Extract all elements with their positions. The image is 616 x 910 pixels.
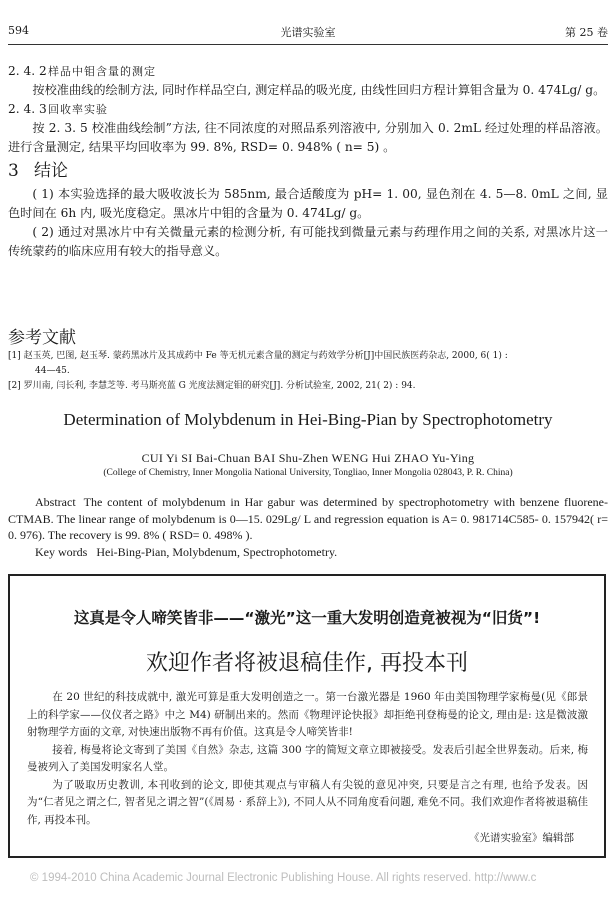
paragraph-2-4-2: 按校准曲线的绘制方法, 同时作样品空白, 测定样品的吸光度, 由线性回归方程计算钼含量为 0. 474Lg/ g。 (32, 83, 606, 97)
references-title: 参考文献 (8, 328, 76, 348)
running-header (8, 24, 608, 42)
section-heading-2-4-2 (8, 62, 608, 81)
notice-paragraph-2: 接着, 梅曼将论文寄到了美国《自然》杂志, 这篇 300 字的简短文章立即被接受。发表后引起全世界轰动。后来, 梅曼被列入了美国发明家名人堂。 (27, 743, 588, 773)
keywords-line (8, 544, 608, 561)
paragraph-2-4-3: 按 2. 3. 5 校准曲线绘制”方法, 往不同浓度的对照品系列溶液中, 分别加入 0. 2mL 经过处理的样品溶液。进行含量测定, 结果平均回收率为 99. 8%, RSD= 0. 948% ( n= 5) 。 (8, 121, 608, 154)
reference-line: [1] 赵玉英, 巴图, 赵玉琴. 蒙药黑冰片及其成药中 Fe 等无机元素含量的测定与药效学分析[J]中国民族医药杂志, 2000, 6( 1) : (8, 351, 508, 361)
header-rule (8, 44, 608, 45)
editorial-notice-box (8, 574, 606, 858)
conclusion-paragraph-1: ( 1) 本实验选择的最大吸收波长为 585nm, 最合适酸度为 pH= 1. 00, 显色剂在 4. 5—8. 0mL 之间, 显色时间在 6h 内, 吸光度稳定。黑冰片中钼的含量为 0. 474Lg/ g。 (8, 187, 608, 220)
page-number: 594 (8, 24, 29, 37)
conclusion-paragraph-2: ( 2) 通过对黑冰片中有关微量元素的检测分析, 有可能找到微量元素与药理作用之间的关系, 对黑冰片这一传统蒙药的临床应用有较大的指导意义。 (8, 225, 608, 258)
notice-paragraph-1: 在 20 世纪的科技成就中, 激光可算是重大发明创造之一。第一台激光器是 1960 年由美国物理学家梅曼(见《郎景上的科学家——仪仪者之路》中之 M4) 研制出来的。然而《物理评论快报》却拒绝刊登梅曼的论文, 理由是: 这是微波激射物理学方面的文章, 对快速出版物不再有价值。这真是令人啼笑皆非! (27, 691, 588, 738)
abstract-label: Abstract (35, 495, 76, 509)
section-number: 3 (8, 161, 19, 181)
reference-line: 44—45. (35, 366, 70, 376)
english-affiliation: (College of Chemistry, Inner Mongolia National University, Tongliao, Inner Mongolia 028043, P. R. China) (103, 468, 513, 478)
section-heading-3 (8, 159, 608, 183)
volume-label: 第 25 卷 (565, 26, 608, 39)
abstract-paragraph (8, 494, 608, 544)
notice-body (27, 689, 588, 829)
section-heading-2-4-3 (8, 100, 608, 119)
keywords-label: Key words (35, 544, 88, 559)
reference-item (8, 349, 608, 379)
section-title: 样品中钼含量的测定 (48, 65, 156, 78)
notice-signature: 《光谱实验室》编辑部 (469, 832, 574, 844)
reference-item: [2] 罗川南, 闫长利, 李慧芝等. 考马斯亮蓝 G 光度法测定钼的研究[J]. 分析试验室, 2002, 21( 2) : 94. (8, 381, 416, 391)
notice-paragraph-3: 为了吸取历史教训, 本刊收到的论文, 即使其观点与审稿人有尖锐的意见冲突, 只要是言之有理, 也给予发表。因为“仁者见之谓之仁, 智者见之谓之智”(《周易 · 系辞上》), 不同人从不同角度看问题, 难免不同。我们欢迎作者将被退稿佳作, 再投本刊。 (27, 778, 588, 826)
english-title: Determination of Molybdenum in Hei-Bing-Pian by Spectrophotometry (63, 410, 553, 429)
english-abstract (8, 494, 608, 560)
section-title: 回收率实验 (48, 103, 108, 116)
english-authors: CUI Yi SI Bai-Chuan BAI Shu-Zhen WENG Hui ZHAO Yu-Ying (141, 451, 475, 465)
section-number: 2. 4. 3 (8, 102, 47, 116)
section-title: 结论 (34, 161, 68, 181)
article-body (8, 62, 608, 261)
notice-subtitle: 欢迎作者将被退稿佳作, 再投本刊 (146, 651, 468, 676)
notice-title: 这真是令人啼笑皆非——“激光”这一重大发明创造竟被视为“旧货”! (73, 609, 541, 627)
references-list (8, 349, 608, 394)
section-number: 2. 4. 2 (8, 64, 47, 78)
abstract-text: The content of molybdenum in Har gabur was determined by spectrophotometry with benzene fluorene-CTMAB. The linear range of molybdenum is 0—15. 029Lg/ L and regression equation is A= 0. 981714C585- 0. 157942( r= 0. 976). The recovery is 99. 8% ( RSD= 0. 498% ). (8, 495, 608, 542)
copyright-footer: © 1994-2010 China Academic Journal Electronic Publishing House. All rights reserved. http://www.c (30, 872, 537, 884)
keywords-text: Hei-Bing-Pian, Molybdenum, Spectrophotometry. (96, 544, 338, 559)
journal-name: 光谱实验室 (280, 26, 336, 39)
